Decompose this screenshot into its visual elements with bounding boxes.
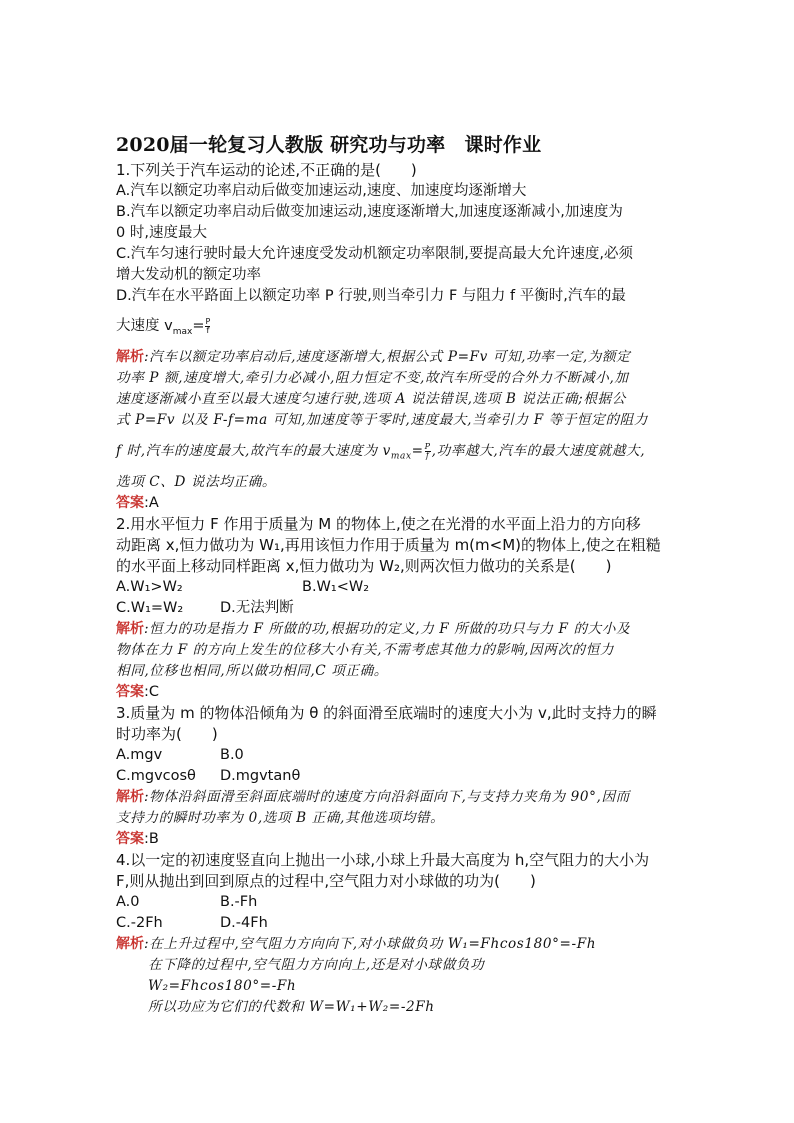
q2-stem-line1: 2.用水平恒力 F 作用于质量为 M 的物体上,使之在光滑的水平面上沿力的方向移 <box>116 515 641 533</box>
q1-answer-value: :A <box>144 495 159 511</box>
q4-explanation-line3: W₂=Fhcos180°=-Fh <box>148 978 297 994</box>
q4-stem-line1: 4.以一定的初速度竖直向上抛出一小球,小球上升最大高度为 h,空气阻力的大小为 <box>116 851 650 869</box>
q2-answer-value: :C <box>144 684 160 700</box>
q4-expl-text1: :在上升过程中,空气阻力方向向下,对小球做负功 W₁=Fhcos180°=-Fh <box>144 936 597 952</box>
q2-stem-line3: 的水平面上移动同样距离 x,恒力做功为 W₂,则两次恒力做功的关系是( ) <box>116 557 612 575</box>
q1-d-sub: max <box>172 326 193 337</box>
q2-stem-line2: 动距离 x,恒力做功为 W₁,再用该恒力作用于质量为 m(m<M)的物体上,使之在粗糙 <box>116 536 661 554</box>
q3-answer <box>116 829 159 849</box>
q3-option-d: D.mgvtanθ <box>220 768 301 784</box>
q1-option-d-line2 <box>116 316 211 342</box>
q1-expl-text1: :汽车以额定功率启动后,速度逐渐增大,根据公式 P=Fv 可知,功率一定,为额定 <box>144 349 631 365</box>
q1-option-d-line1: D.汽车在水平路面上以额定功率 P 行驶,则当牵引力 F 与阻力 f 平衡时,汽车的最 <box>116 288 626 304</box>
q2-option-d: D.无法判断 <box>220 600 294 616</box>
q4-stem-line2: F,则从抛出到回到原点的过程中,空气阻力对小球做的功为( ) <box>116 872 536 890</box>
q3-option-a: A.mgv <box>116 747 163 763</box>
fraction-numerator: P <box>205 316 211 326</box>
q2-explanation-line3: 相同,位移也相同,所以做功相同,C 项正确。 <box>116 663 388 679</box>
q1-expl5-sub: max <box>390 451 412 462</box>
q4-option-a: A.0 <box>116 894 140 910</box>
q3-explanation-line2: 支持力的瞬时功率为 0,选项 B 正确,其他选项均错。 <box>116 810 445 826</box>
q3-stem-line1: 3.质量为 m 的物体沿倾角为 θ 的斜面滑至底端时的速度大小为 v,此时支持力的瞬 <box>116 704 657 722</box>
q3-explanation-line1 <box>116 787 630 807</box>
q1-answer <box>116 493 159 513</box>
q1-d-eq: = <box>192 318 205 334</box>
q1-expl5-c: ,功率越大,汽车的最大速度就越大, <box>431 443 646 459</box>
q1-expl-fraction <box>425 443 431 460</box>
q4-option-d: D.-4Fh <box>220 915 268 931</box>
q2-explanation-line2: 物体在力 F 的方向上发生的位移大小有关,不需考虑其他力的影响,因两次的恒力 <box>116 642 615 658</box>
q3-answer-value: :B <box>144 831 159 847</box>
fraction-numerator: P <box>424 442 431 451</box>
q1-option-c-line1: C.汽车匀速行驶时最大允许速度受发动机额定功率限制,要提高最大允许速度,必须 <box>116 246 633 262</box>
q2-option-a: A.W₁>W₂ <box>116 579 183 595</box>
explanation-label: 解析 <box>116 621 144 637</box>
explanation-label: 解析 <box>116 349 144 365</box>
q2-option-b: B.W₁<W₂ <box>302 579 370 595</box>
q2-option-c: C.W₁=W₂ <box>116 600 184 616</box>
explanation-label: 解析 <box>116 936 144 952</box>
q4-option-b: B.-Fh <box>220 894 258 910</box>
q1-explanation-line1 <box>116 347 630 367</box>
q1-option-b-line2: 0 时,速度最大 <box>116 225 207 241</box>
q1-explanation-line3: 速度逐渐减小直至以最大速度匀速行驶,选项 A 说法错误,选项 B 说法正确;根据公 <box>116 391 626 407</box>
q3-option-c: C.mgvcosθ <box>116 768 196 784</box>
q1-explanation-line5 <box>116 441 645 467</box>
q4-option-c: C.-2Fh <box>116 915 163 931</box>
q1-option-a: A.汽车以额定功率启动后做变加速运动,速度、加速度均逐渐增大 <box>116 183 527 199</box>
q2-explanation-line1 <box>116 619 630 639</box>
q4-explanation-line4: 所以功应为它们的代数和 W=W₁+W₂=-2Fh <box>148 999 435 1015</box>
fraction-denominator: f <box>206 325 210 335</box>
page-title: 2020届一轮复习人教版 研究功与功率 课时作业 <box>116 134 542 156</box>
q4-explanation-line1 <box>116 934 596 954</box>
q1-expl5-a: f 时,汽车的速度最大,故汽车的最大速度为 v <box>116 443 391 459</box>
explanation-label: 解析 <box>116 789 144 805</box>
q1-option-c-line2: 增大发动机的额定功率 <box>116 267 261 283</box>
q3-expl-text1: :物体沿斜面滑至斜面底端时的速度方向沿斜面向下,与支持力夹角为 90°,因而 <box>144 789 630 805</box>
q1-d-fraction <box>205 318 210 335</box>
q1-option-b-line1: B.汽车以额定功率启动后做变加速运动,速度逐渐增大,加速度逐渐减小,加速度为 <box>116 204 623 220</box>
q1-explanation-line6: 选项 C、D 说法均正确。 <box>116 474 277 490</box>
q3-option-b: B.0 <box>220 747 244 763</box>
q3-stem-line2: 时功率为( ) <box>116 725 218 743</box>
answer-label: 答案 <box>116 684 144 700</box>
answer-label: 答案 <box>116 495 144 511</box>
answer-label: 答案 <box>116 831 144 847</box>
q1-explanation-line4: 式 P=Fv 以及 F-f=ma 可知,加速度等于零时,速度最大,当牵引力 F 等于恒定的阻力 <box>116 412 649 428</box>
q1-stem: 1.下列关于汽车运动的论述,不正确的是( ) <box>116 161 417 179</box>
q2-expl-text1: :恒力的功是指力 F 所做的功,根据功的定义,力 F 所做的功只与力 F 的大小及 <box>144 621 631 637</box>
q1-d-prefix: 大速度 v <box>116 318 173 334</box>
q4-explanation-line2: 在下降的过程中,空气阻力方向向上,还是对小球做负功 <box>148 957 485 973</box>
q1-explanation-line2: 功率 P 额,速度增大,牵引力必减小,阻力恒定不变,故汽车所受的合外力不断减小,加 <box>116 370 629 386</box>
fraction-denominator: f <box>425 451 430 460</box>
q1-expl5-eq: = <box>411 443 424 459</box>
q2-answer <box>116 682 159 702</box>
